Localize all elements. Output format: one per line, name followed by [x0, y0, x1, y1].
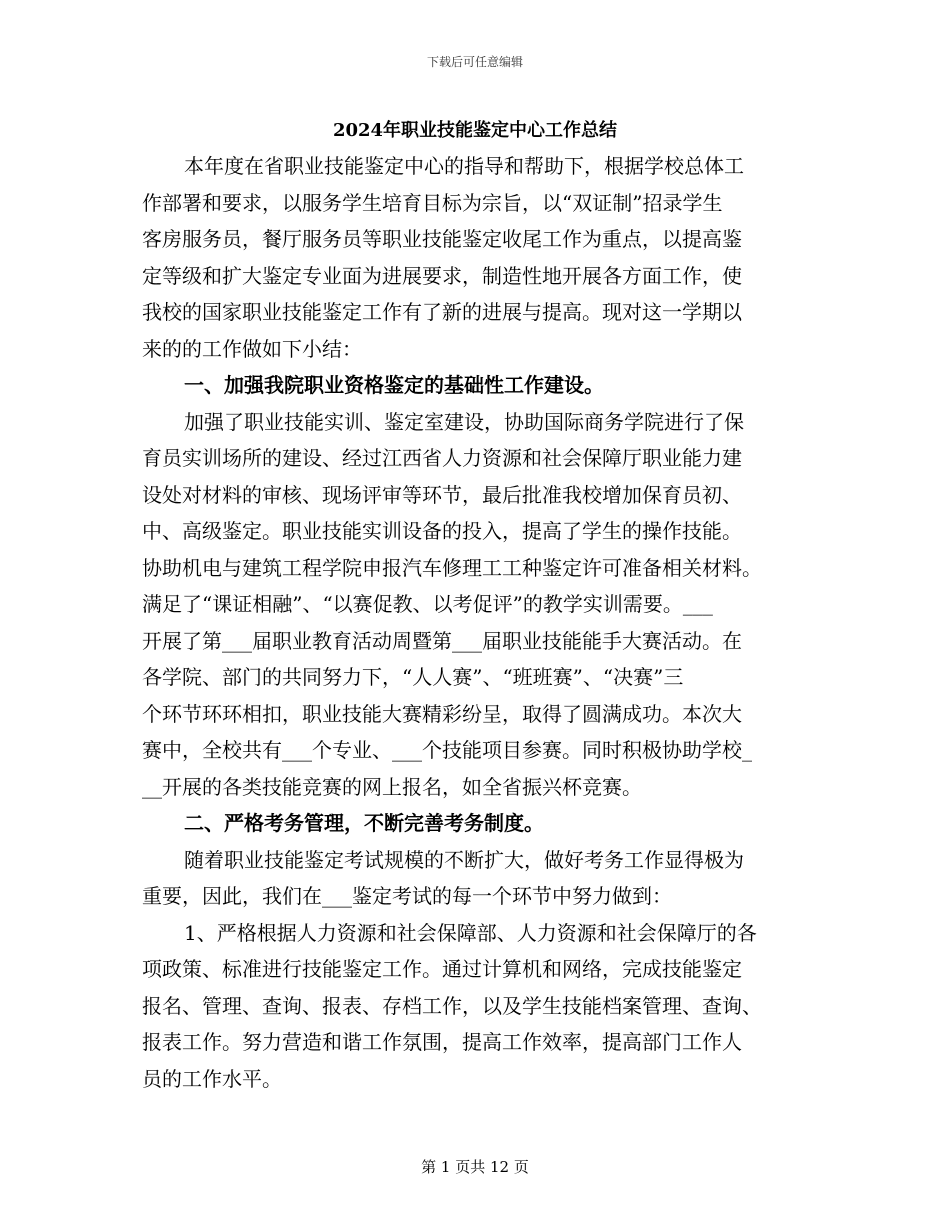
page-footer: 第 1 页共 12 页 — [421, 1158, 529, 1176]
text-line: 报名、管理、查询、报表、存档工作，以及学生技能档案管理、查询、 — [142, 993, 762, 1018]
text-line: 定等级和扩大鉴定专业面为进展要求，制造性地开展各方面工作，使 — [142, 263, 742, 288]
heading-line: 一、加强我院职业资格鉴定的基础性工作建设。 — [184, 373, 604, 397]
text-line: 作部署和要求，以服务学生培育目标为宗旨，以“双证制”招录学生 — [142, 190, 723, 215]
text-line: 赛中，全校共有___个专业、___个技能项目参赛。同时积极协助学校_ — [142, 738, 752, 762]
page-header: 下载后可任意编辑 — [426, 55, 523, 69]
text-line: 加强了职业技能实训、鉴定室建设，协助国际商务学院进行了保 — [184, 409, 744, 434]
text-line: 育员实训场所的建设、经过江西省人力资源和社会保障厅职业能力建 — [142, 446, 742, 470]
text-line: 重要，因此，我们在___鉴定考试的每一个环节中努力做到： — [142, 884, 672, 908]
text-line: 个环节环环相扣，职业技能大赛精彩纷呈，取得了圆满成功。本次大 — [142, 701, 742, 726]
text-line: 员的工作水平。 — [142, 1066, 282, 1091]
section-heading-1 — [142, 367, 807, 404]
text-line: 1、严格根据人力资源和社会保障部、人力资源和社会保障厅的各 — [184, 920, 757, 945]
section-heading-2 — [142, 805, 807, 842]
text-line: 协助机电与建筑工程学院申报汽车修理工工种鉴定许可准备相关材料。 — [142, 555, 762, 580]
text-line: 报表工作。努力营造和谐工作氛围，提高工作效率，提高部门工作人 — [142, 1030, 742, 1054]
text-line: 随着职业技能鉴定考试规模的不断扩大，做好考务工作显得极为 — [184, 847, 744, 872]
text-line: 项政策、标准进行技能鉴定工作。通过计算机和网络，完成技能鉴定 — [142, 957, 742, 981]
text-line: 设处对材料的审核、现场评审等环节，最后批准我校增加保育员初、 — [142, 482, 742, 507]
text-line: 来的的工作做如下小结： — [142, 336, 362, 361]
document-title: 2024年职业技能鉴定中心工作总结 — [332, 120, 618, 141]
text-line: __开展的各类技能竞赛的网上报名，如全省振兴杯竞赛。 — [142, 774, 642, 799]
paragraph-intro — [142, 148, 807, 367]
text-line: 满足了“课证相融”、“以赛促教、以考促评”的教学实训需要。___ — [142, 592, 713, 616]
paragraph-section-1 — [142, 404, 807, 806]
document-body — [142, 148, 807, 1097]
text-line: 本年度在省职业技能鉴定中心的指导和帮助下，根据学校总体工 — [184, 154, 744, 178]
paragraph-section-2-intro — [142, 842, 807, 915]
text-line: 我校的国家职业技能鉴定工作有了新的进展与提高。现对这一学期以 — [142, 300, 742, 324]
heading-line: 二、严格考务管理，不断完善考务制度。 — [184, 811, 544, 835]
paragraph-item-1 — [142, 915, 807, 1098]
text-line: 开展了第___届职业教育活动周暨第___届职业技能能手大赛活动。在 — [142, 628, 742, 653]
text-line: 客房服务员，餐厅服务员等职业技能鉴定收尾工作为重点，以提高鉴 — [142, 227, 742, 251]
text-line: 中、高级鉴定。职业技能实训设备的投入，提高了学生的操作技能。 — [142, 519, 742, 543]
text-line: 各学院、部门的共同努力下，“人人赛”、“班班赛”、“决赛”三 — [142, 665, 684, 689]
